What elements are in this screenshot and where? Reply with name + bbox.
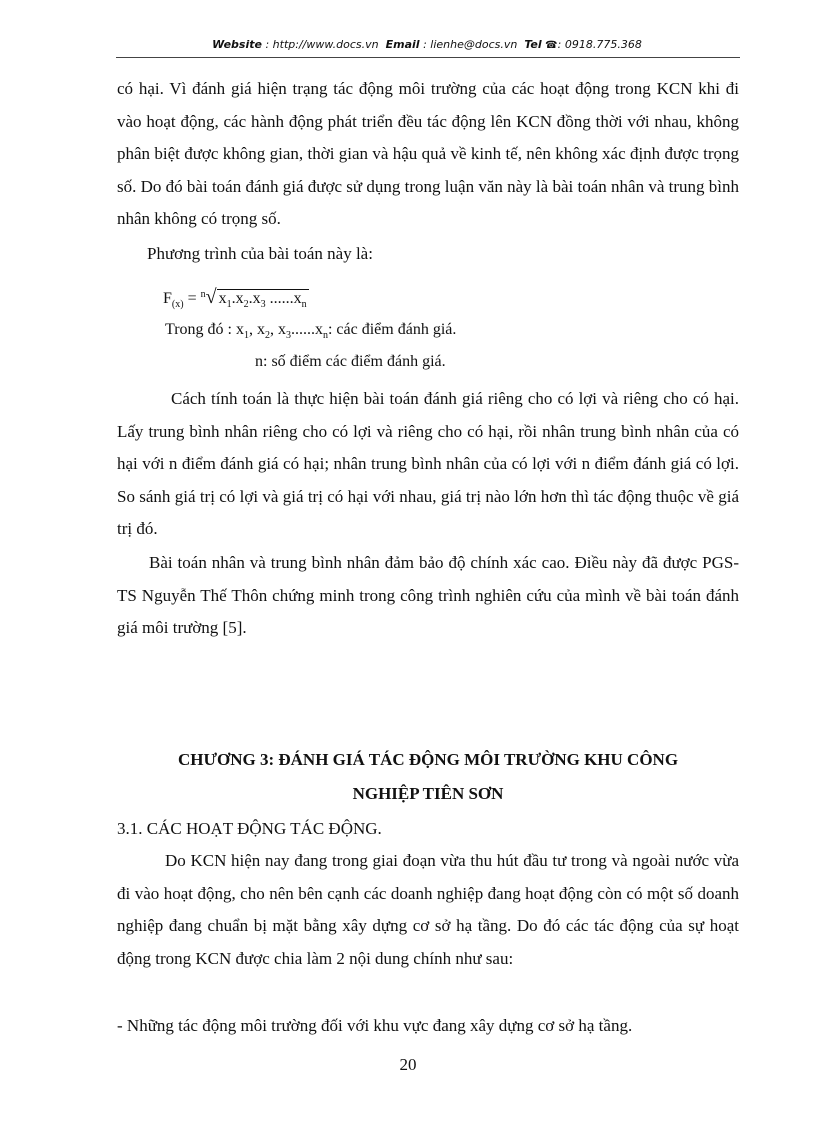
paragraph-2: Phương trình của bài toán này là: [147, 244, 373, 263]
tel-value: : 0918.775.368 [557, 38, 642, 51]
page-header [116, 38, 738, 56]
header-divider [116, 57, 740, 58]
page-number: 20 [399, 1055, 417, 1074]
root-sign: √ [205, 286, 217, 308]
paragraph-6: - Những tác động môi trường đối với khu vực đang xây dựng cơ sở hạ tầng. [117, 1016, 633, 1035]
chapter-title-line-2: NGHIỆP TIÊN SƠN [352, 784, 504, 803]
section-heading: 3.1. CÁC HOẠT ĐỘNG TÁC ĐỘNG. [117, 819, 382, 838]
where-line: Trong đó : $x_1$, $x_2$, $x_3......x_n$: các điểm đánh giá. [165, 321, 457, 341]
paragraph-4: Bài toán nhân và trung bình nhân đảm bảo độ chính xác cao. Điều này đã được PGS-TS Nguyễn Thế Thôn chứng minh trong công trình nghiên cứu của mình về bài toán đánh giá môi trường [5]. [117, 553, 739, 638]
email-value: : lienhe@docs.vn [423, 38, 518, 51]
formula-radicand: $x_1.x_2.x_3$ $......x_n$ [218, 290, 307, 310]
website-value: : http://www.docs.vn [265, 38, 379, 51]
chapter-title-line-1: CHƯƠNG 3: ĐÁNH GIÁ TÁC ĐỘNG MÔI TRƯỜNG KHU CÔNG [177, 750, 679, 769]
website-label: Website [212, 38, 262, 51]
formula: $F_{(x)} = ^n√$ $x_1.x_2.x_3$ $......x_n$ [163, 286, 307, 310]
tel-label: Tel [524, 38, 542, 51]
paragraph-3: Cách tính toán là thực hiện bài toán đánh giá riêng cho có lợi và riêng cho có hại. Lấy trung bình nhân riêng cho có lợi và riêng cho có hại, rồi nhân trung bình nhân của có hại với n điểm đánh giá có hại; nhân trung bình nhân của có lợi với n điểm đánh giá có lợi. So sánh giá trị có lợi và giá trị có hại với nhau, giá trị nào lớn hơn thì tác động thuộc về giá trị đó. [117, 389, 739, 539]
phone-icon: ☎ [545, 40, 558, 51]
email-label: Email [385, 38, 420, 51]
paragraph-1: có hại. Vì đánh giá hiện trạng tác động môi trường của các hoạt động trong KCN khi đi vào hoạt động, các hành động phát triển đều tác động lên KCN đồng thời với nhau, không phân biệt được không gian, thời gian và hậu quả về kinh tế, nên không xác định được trọng số. Do đó bài toán đánh giá được sử dụng trong luận văn này là bài toán nhân và trung bình nhân không có trọng số. [117, 79, 739, 229]
paragraph-5: Do KCN hiện nay đang trong giai đoạn vừa thu hút đầu tư trong và ngoài nước vừa đi vào hoạt động, cho nên bên cạnh các doanh nghiệp đang hoạt động còn có một số doanh nghiệp đang chuẩn bị mặt bằng xây dựng cơ sở hạ tầng. Do đó các tác động của sự hoạt động trong KCN được chia làm 2 nội dung chính như sau: [117, 851, 739, 968]
n-definition: n: số điểm các điểm đánh giá. [255, 353, 446, 370]
